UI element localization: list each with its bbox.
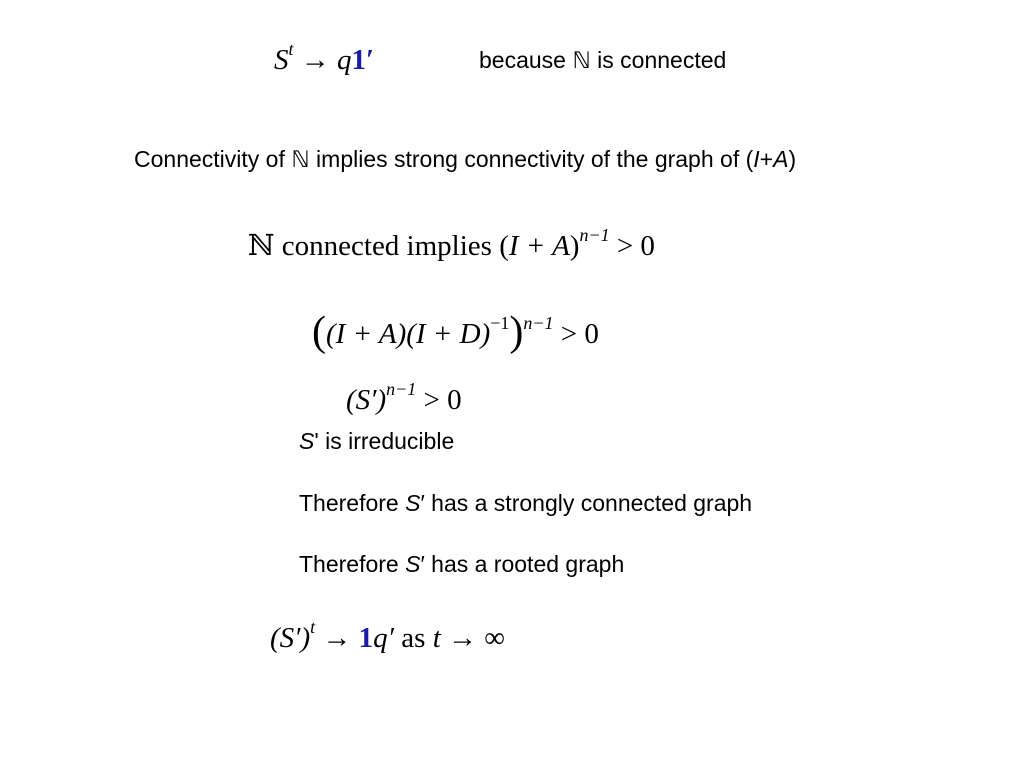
statement-close: ) (788, 146, 797, 172)
line-rooted-s: S (405, 551, 421, 577)
line-strong-rest: ′ has a strongly connected graph (420, 490, 753, 516)
statement-prefix: Connectivity of ℕ implies strong connectivity of the graph of (134, 146, 746, 172)
eq2-sup-outer: n−1 (523, 312, 554, 333)
eq1-open: ( (499, 230, 509, 262)
formula-bottom-arrow: → (322, 622, 352, 654)
eq1-sup: n−1 (579, 224, 610, 245)
line-strong-s: S (405, 490, 421, 516)
formula-bottom-t: t (432, 622, 441, 654)
statement-open: ( (745, 146, 754, 172)
eq3-rel: > 0 (423, 384, 462, 416)
statement (134, 146, 796, 173)
line-strong-prefix: Therefore (299, 490, 406, 516)
eq3-sup: n−1 (386, 378, 417, 399)
formula-top-s: S (274, 44, 289, 76)
statement-i: I (753, 146, 760, 172)
eq1-words: connected implies (281, 230, 492, 262)
line-rooted (299, 551, 624, 578)
formula-top-prime: ′ (366, 44, 375, 76)
equation-2 (312, 306, 599, 354)
formula-bottom-one: 1 (358, 622, 374, 654)
formula-bottom-q: q′ (373, 622, 395, 654)
equation-1 (248, 224, 655, 263)
line-irreducible-rest: ' is irreducible (314, 428, 455, 454)
eq2-outer-close: ) (509, 309, 524, 355)
equation-3 (346, 378, 462, 417)
statement-plus: + (759, 146, 774, 172)
formula-bottom-arrow2: → (448, 622, 477, 654)
formula-top-sup: t (288, 38, 294, 59)
line-irreducible-s: S (299, 428, 315, 454)
eq2-body: (I + A)(I + D) (326, 318, 491, 350)
formula-top-q: q (337, 44, 352, 76)
formula-bottom-sup: t (310, 616, 316, 637)
formula-top (274, 38, 375, 77)
eq1-rel: > 0 (616, 230, 655, 262)
eq1-ia: I + A (508, 230, 570, 262)
formula-bottom-as: as (401, 622, 426, 654)
eq1-naturals: ℕ (248, 230, 275, 262)
line-rooted-rest: ′ has a rooted graph (420, 551, 625, 577)
line-rooted-prefix: Therefore (299, 551, 406, 577)
line-irreducible (299, 428, 454, 455)
eq3-base: (S′) (346, 384, 387, 416)
line-strongly-connected (299, 490, 752, 517)
eq2-rel: > 0 (560, 318, 599, 350)
formula-top-arrow: → (300, 44, 330, 76)
formula-top-one: 1 (351, 44, 366, 76)
formula-bottom-base: (S′) (270, 622, 311, 654)
eq2-sup-inner: −1 (490, 312, 510, 333)
note-top: because ℕ is connected (479, 47, 727, 73)
statement-a: A (773, 146, 789, 172)
formula-bottom-infinity: ∞ (484, 622, 505, 654)
formula-bottom (270, 616, 505, 655)
eq1-close: ) (569, 230, 580, 262)
eq2-outer-open: ( (312, 309, 327, 355)
